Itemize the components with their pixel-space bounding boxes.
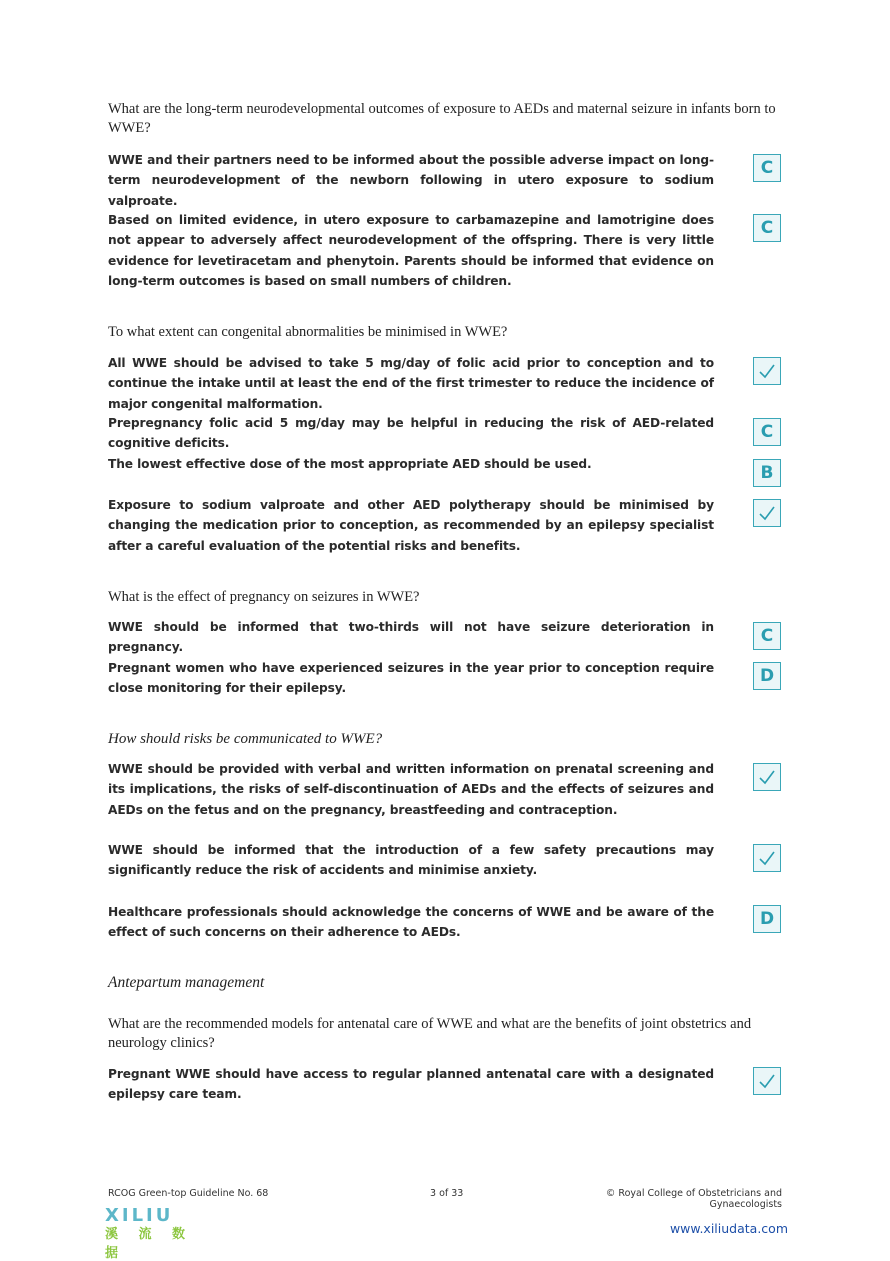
good-practice-check-icon (753, 1067, 781, 1095)
footer-copyright: © Royal College of Obstetricians and Gynaecologists (605, 1188, 782, 1210)
question-heading: What are the recommended models for antenatal care of WWE and what are the benefits of joint obstetrics and neurology clinics? (108, 1016, 752, 1051)
recommendation-text: Prepregnancy folic acid 5 mg/day may be helpful in reducing the risk of AED-related cognitive deficits. (108, 416, 714, 451)
recommendation-text: Pregnant women who have experienced seizures in the year prior to conception require close monitoring for their epilepsy. (108, 661, 714, 696)
recommendation-text: All WWE should be advised to take 5 mg/day of folic acid prior to conception and to continue the intake until at least the end of the first trimester to reduce the incidence of major congenital malformation. (108, 356, 714, 411)
recommendation-text: WWE should be informed that two-thirds will not have seizure deterioration in pregnancy. (108, 620, 714, 655)
grade-badge: D (753, 662, 781, 690)
grade-badge: B (753, 459, 781, 487)
section-heading: Antepartum management (108, 974, 265, 991)
watermark-logo-latin: XILIU (105, 1205, 174, 1226)
watermark-logo (105, 1205, 225, 1261)
grade-badge: C (753, 154, 781, 182)
good-practice-check-icon (753, 357, 781, 385)
question-heading: What are the long-term neurodevelopmental outcomes of exposure to AEDs and maternal seizure in infants born to WWE? (108, 101, 776, 136)
good-practice-check-icon (753, 844, 781, 872)
watermark-url[interactable]: www.xiliudata.com (669, 1221, 788, 1236)
grade-badge: C (753, 622, 781, 650)
question-heading: How should risks be communicated to WWE? (108, 731, 383, 747)
recommendation-text: Healthcare professionals should acknowledge the concerns of WWE and be aware of the effect of such concerns on their adherence to AEDs. (108, 905, 714, 940)
recommendation-text: The lowest effective dose of the most appropriate AED should be used. (108, 457, 592, 471)
page-number: 3 of 33 (430, 1188, 464, 1199)
good-practice-check-icon (753, 763, 781, 791)
watermark-logo-cjk: 溪 流 数 据 (105, 1227, 194, 1261)
recommendation-text: Exposure to sodium valproate and other AED polytherapy should be minimised by changing the medication prior to conception, as recommended by an epilepsy specialist after a careful evaluation of the potential risks and benefits. (108, 498, 714, 553)
footer-guideline-number: RCOG Green-top Guideline No. 68 (108, 1188, 269, 1199)
recommendation-text: Based on limited evidence, in utero exposure to carbamazepine and lamotrigine does not appear to adversely affect neurodevelopment of the offspring. There is very little evidence for levetiracetam and phenytoin. Parents should be informed that evidence on long-term outcomes is based on small numbers of children. (108, 213, 714, 288)
recommendation-text: Pregnant WWE should have access to regular planned antenatal care with a designated epilepsy care team. (108, 1067, 714, 1102)
recommendation-text: WWE should be provided with verbal and written information on prenatal screening and its implications, the risks of self-discontinuation of AEDs and the effects of seizures and AEDs on the fetus and on the pregnancy, breastfeeding and contraception. (108, 762, 714, 817)
grade-badge: D (753, 905, 781, 933)
question-heading: What is the effect of pregnancy on seizures in WWE? (108, 589, 420, 605)
grade-badge: C (753, 214, 781, 242)
recommendation-text: WWE should be informed that the introduction of a few safety precautions may significantly reduce the risk of accidents and minimise anxiety. (108, 843, 714, 878)
good-practice-check-icon (753, 499, 781, 527)
question-heading: To what extent can congenital abnormalities be minimised in WWE? (108, 324, 508, 340)
recommendation-text: WWE and their partners need to be informed about the possible adverse impact on long-term neurodevelopment of the newborn following in utero exposure to sodium valproate. (108, 153, 714, 208)
grade-badge: C (753, 418, 781, 446)
